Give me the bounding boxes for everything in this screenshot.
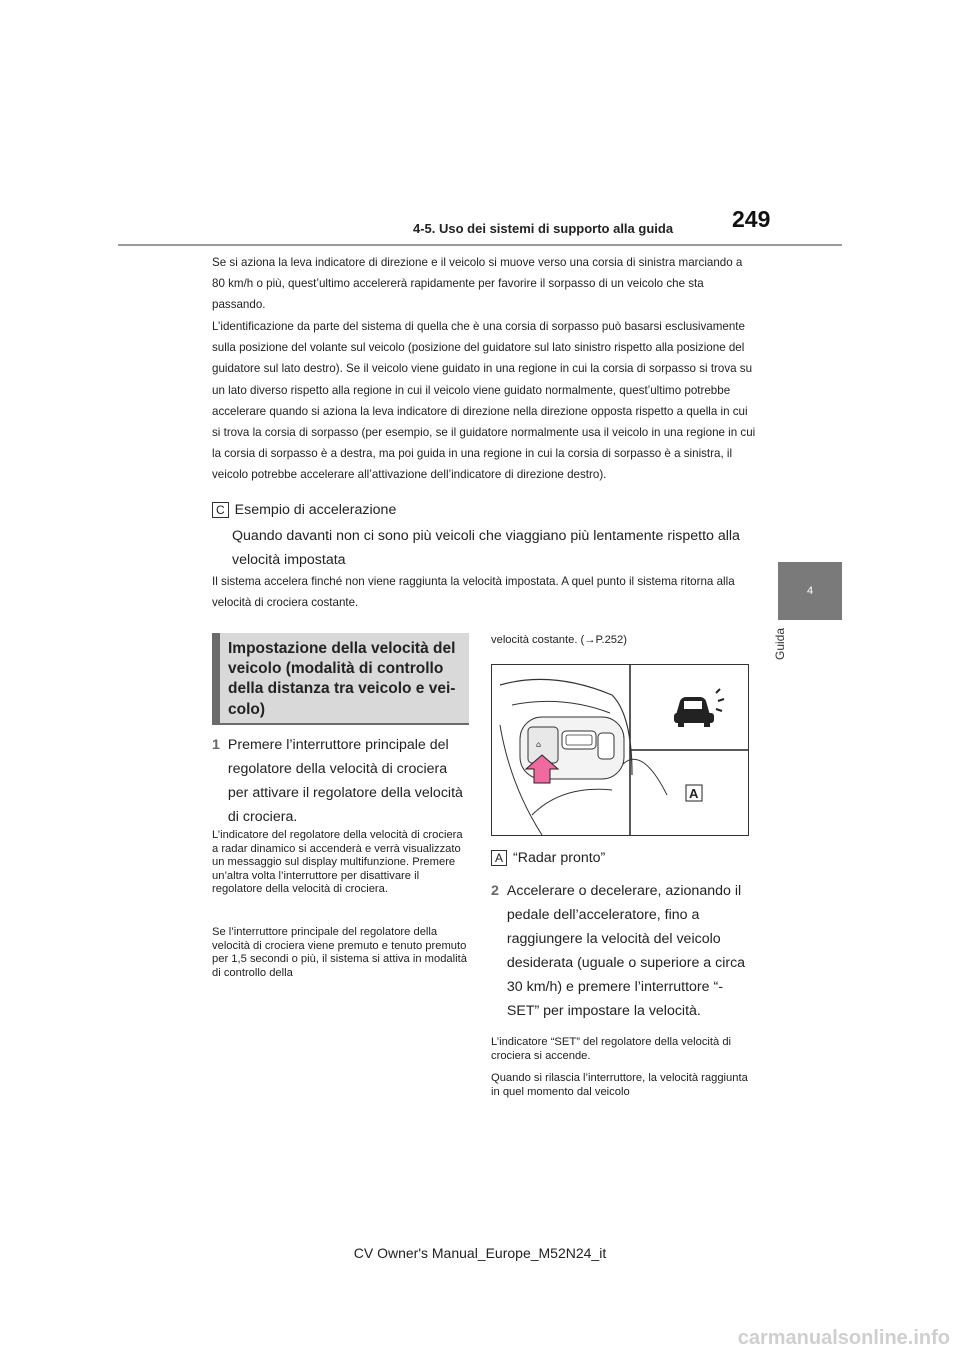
- note-indicator: L’indicatore del regolatore della velocità di crociera a radar dinamico si accenderà e verrà visualizzato un messaggio sul display multifunzione. Premere un’altra volta l’interruttore per disattivare il regolatore della velocità di crociera.: [212, 829, 463, 896]
- label-a-line: [491, 846, 749, 870]
- label-a: A: [491, 850, 507, 866]
- paragraph-overtake-lane: L’identificazione da parte del sistema di quella che è una corsia di sorpasso può basarsi esclusivamente sulla posizione del volante sul veicolo (posizione del guidatore sul lato sinistro rispetto alla posizione del guidatore sul lato destro). Se il veicolo viene guidato in una regione in cui la corsia di sorpasso si trova su un lato diverso rispetto alla regione in cui il veicolo viene guidato normalmente, quest’ultimo potrebbe accelerare quando si aziona la leva indicatore di direzione nella direzione opposta rispetto a quella in cui si trova la corsia di sorpasso (per esempio, se il guidatore normalmente usa il veicolo in una regione in cui la corsia di sorpasso è a destra, ma poi guida in una regione in cui la corsia di sorpasso è a sinistra, il veicolo potrebbe accelerare all’attivazione dell’indicatore di direzione destro).: [212, 320, 756, 482]
- label-c: C: [212, 502, 229, 518]
- page-number: 249: [732, 206, 771, 232]
- step-2-number: 2: [491, 883, 499, 899]
- chapter-label: Guida: [773, 627, 787, 660]
- heading-underline: [212, 723, 469, 725]
- steering-wheel-illustration: [492, 665, 748, 835]
- continued-text: velocità costante. (→P.252): [491, 634, 627, 646]
- note-hold: Se l’interruttore principale del regolatore della velocità di crociera viene premuto e tenuto premuto per 1,5 secondi o più, il sistema si attiva in modalità di controllo della: [212, 926, 467, 979]
- example-subtitle: Quando davanti non ci sono più veicoli che viaggiano più lentamente rispetto alla velocità impostata: [232, 528, 740, 568]
- paragraph-overtake: Se si aziona la leva indicatore di direzione e il veicolo si muove verso una corsia di sinistra marciando a 80 km/h o più, quest’ultimo accelererà rapidamente per favorire il sorpasso di un veicolo che sta passando.: [212, 256, 743, 312]
- watermark: carmanualsonline.info: [737, 1327, 950, 1349]
- svg-text:⌂: ⌂: [536, 740, 542, 749]
- figure-label-a-text: A: [689, 786, 699, 801]
- example-title-text: Esempio di accelerazione: [234, 502, 397, 518]
- step-1: [212, 733, 467, 829]
- step-2-text: Accelerare o decelerare, azionando il pedale dell’acceleratore, fino a raggiungere la velocità del veicolo desiderata (uguale o superiore a circa 30 km/h) e premere l’interruttore “-SET” per impostare la velocità.: [506, 883, 746, 1019]
- footer: CV Owner's Manual_Europe_M52N24_it: [353, 1245, 607, 1261]
- chapter-tab: 4: [778, 562, 842, 620]
- example-text: Il sistema accelera finché non viene raggiunta la velocità impostata. A quel punto il sistema ritorna alla velocità di crociera costante.: [212, 575, 735, 610]
- steering-switch-figure: [491, 664, 749, 836]
- note-release: Quando si rilascia l’interruttore, la velocità raggiunta in quel momento dal veicolo: [491, 1072, 748, 1098]
- section-title: 4-5. Uso dei sistemi di supporto alla guida: [413, 221, 674, 236]
- radar-cruise-indicator-icon: [674, 689, 724, 727]
- note-set-indicator: L’indicatore “SET” del regolatore della velocità di crociera si accende.: [491, 1036, 732, 1062]
- example-title: [212, 498, 757, 522]
- label-a-text: “Radar pronto”: [513, 850, 606, 866]
- step-1-number: 1: [212, 737, 220, 753]
- step-2: [491, 879, 753, 1023]
- subsection-heading: Impostazione della velocità del veicolo (modalità di controllo della distanza tra veicolo e veicolo): [212, 633, 469, 723]
- step-1-text: Premere l’interruttore principale del regolatore della velocità di crociera per attivare il regolatore della velocità di crociera.: [227, 737, 463, 825]
- header-rule: [118, 244, 842, 246]
